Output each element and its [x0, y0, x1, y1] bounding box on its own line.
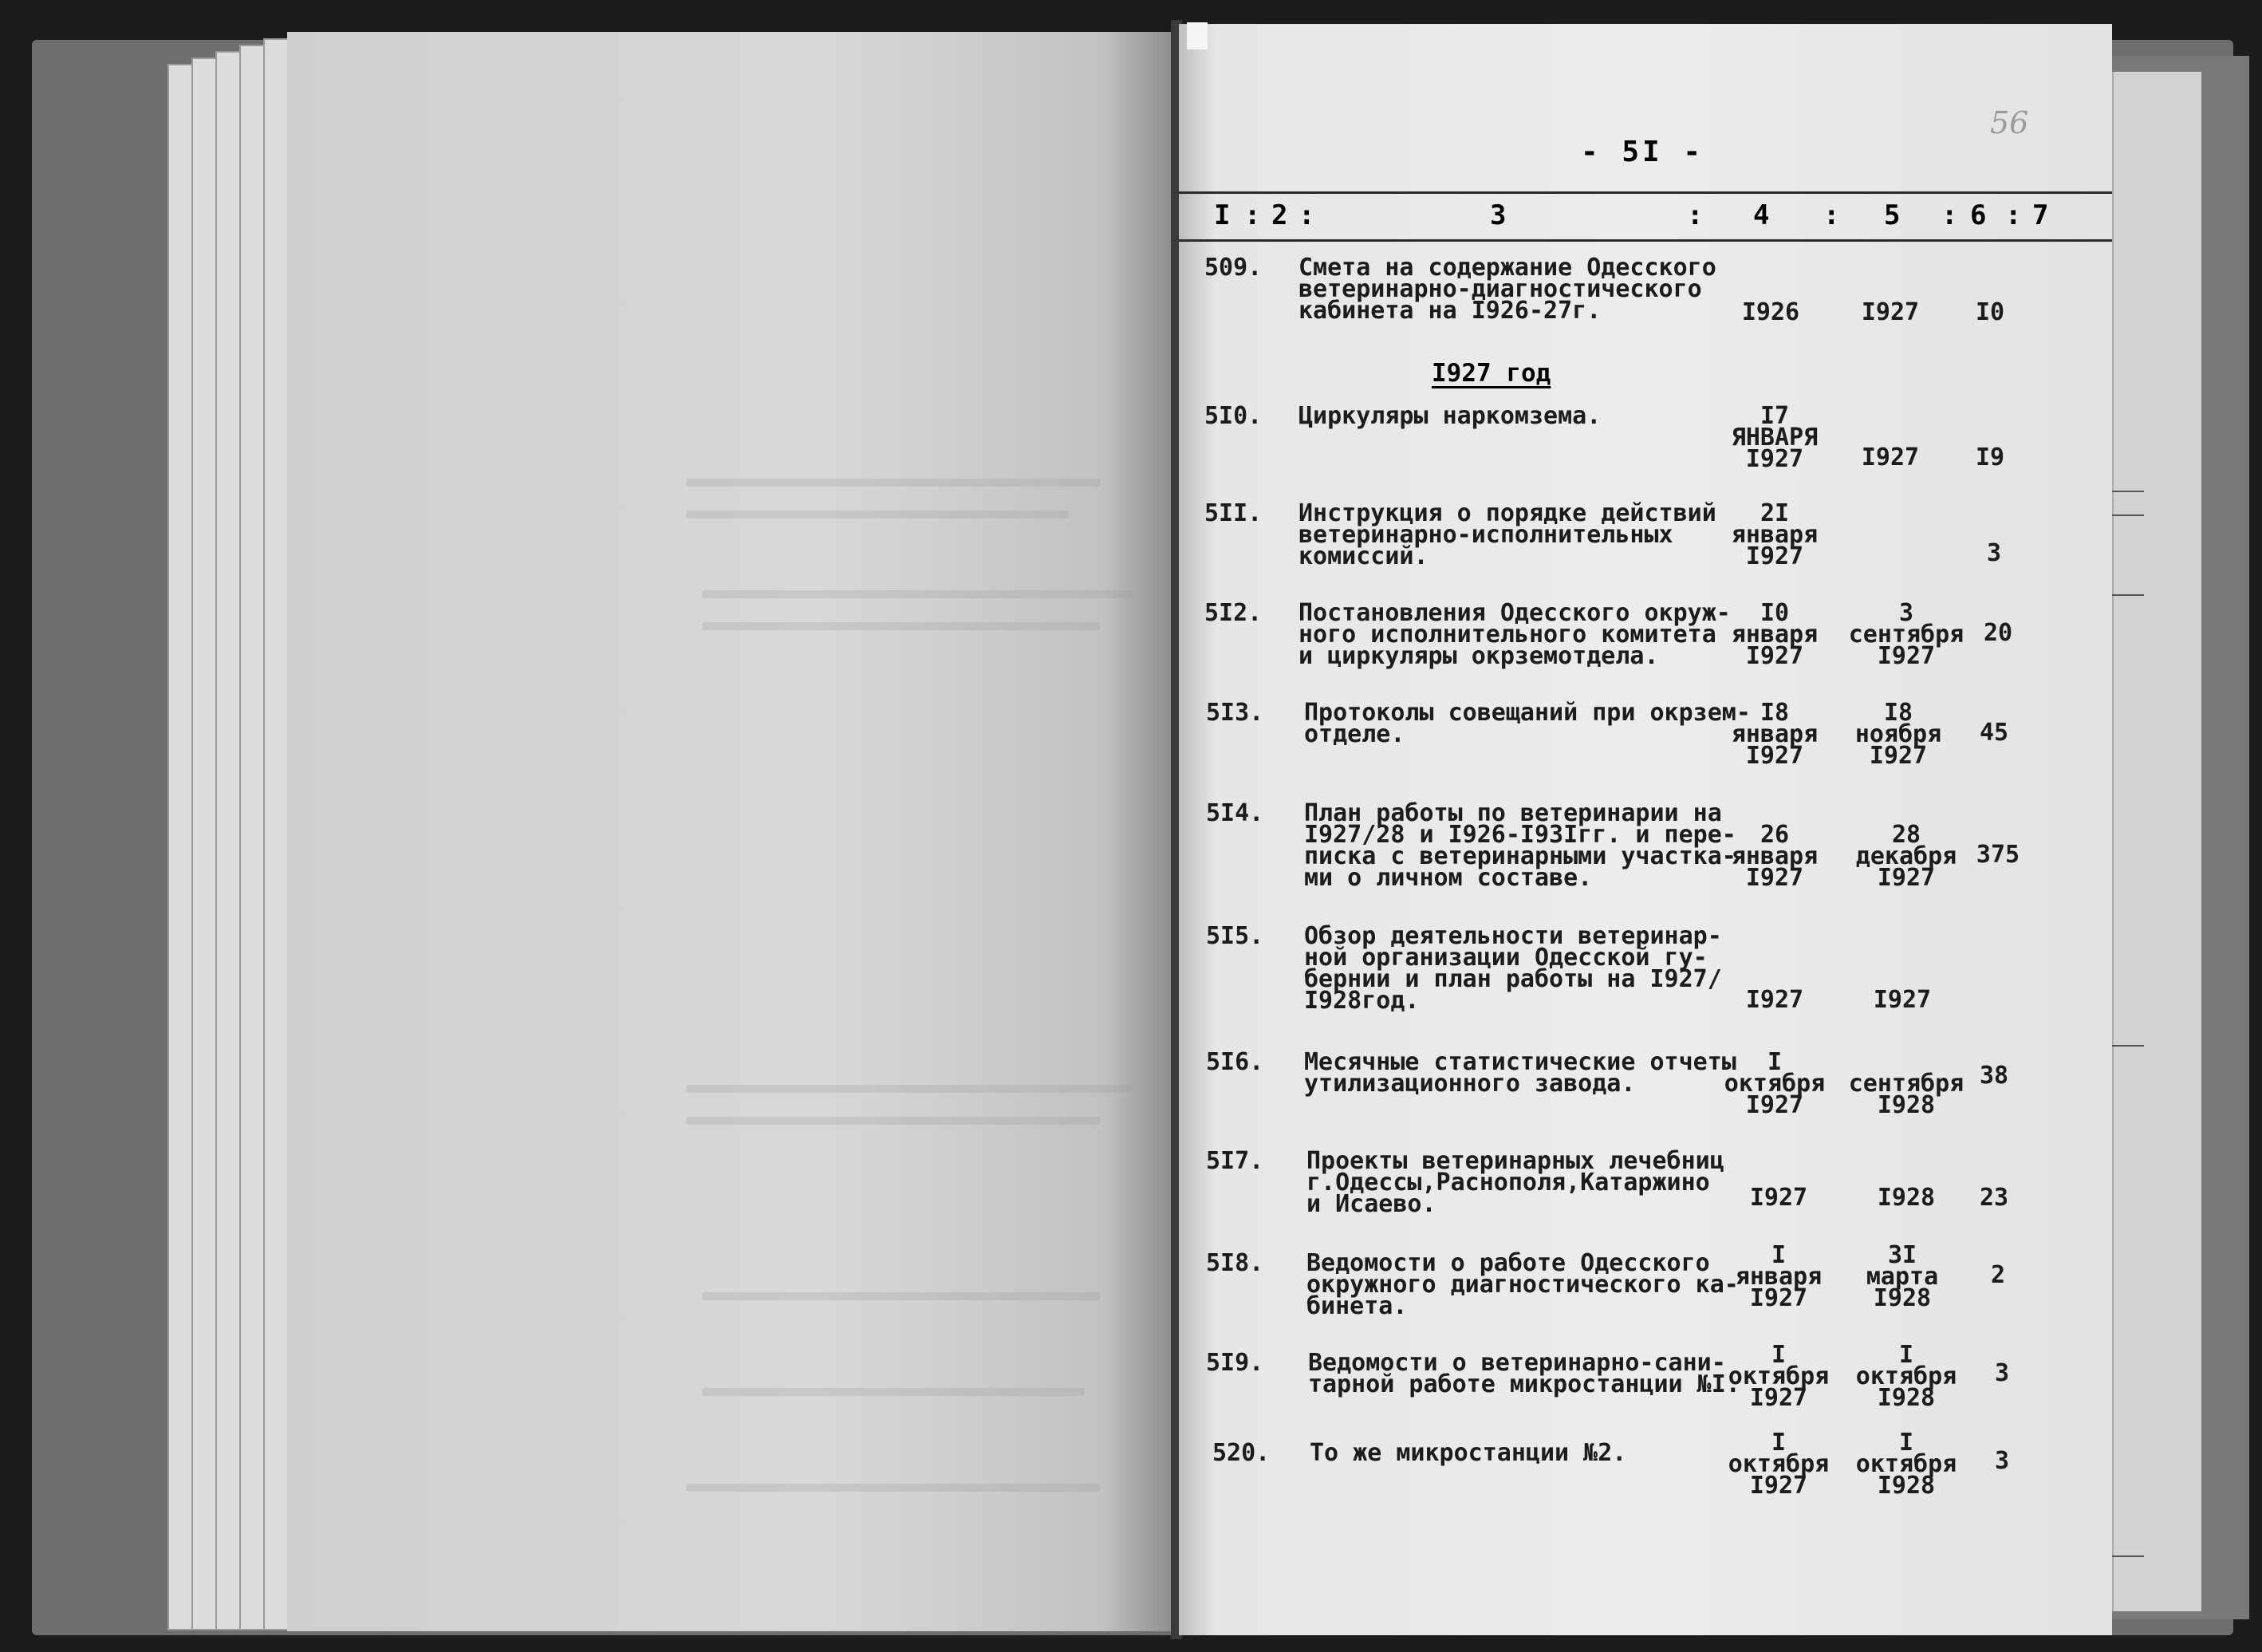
entry-title: Ведомости о работе Одесского окружного диагностического ка- бинета. [1306, 1249, 1739, 1320]
entry-number: 520. [1212, 1439, 1271, 1467]
column-header: 4 [1753, 199, 1770, 231]
column-separator: : [1823, 199, 1840, 231]
left-page [287, 32, 1172, 1631]
entry-start-date: I января I927 [1735, 1241, 1823, 1312]
entry-start-date: I октября I927 [1728, 1341, 1830, 1412]
page-number: - 5I - [1581, 136, 1704, 168]
entry-start-date: I927 [1749, 1184, 1808, 1212]
column-header: I [1214, 199, 1231, 231]
entry-sheet-count: 3 [1994, 1447, 2010, 1475]
entry-end-date: 3 сентября I927 [1848, 599, 1964, 670]
entry-number: 5I4. [1206, 799, 1264, 827]
entry-end-date: 28 декабря I927 [1855, 821, 1957, 892]
entry-sheet-count: 2 [1990, 1261, 2006, 1289]
entry-end-date: 3I марта I928 [1866, 1241, 1939, 1312]
entry-number: 5I5. [1206, 922, 1264, 950]
entry-sheet-count: 45 [1979, 719, 2009, 747]
column-header: 7 [2032, 199, 2049, 231]
entry-title: Месячные статистические отчеты утилизационного завода. [1304, 1048, 1736, 1098]
edge-tab [2112, 594, 2144, 596]
column-separator: : [1941, 199, 1958, 231]
entry-title: Циркуляры наркомзема. [1298, 402, 1602, 430]
right-page-edge [2112, 72, 2201, 1611]
entry-number: 509. [1204, 254, 1263, 282]
entry-title: План работы по ветеринарии на I927/28 и I926-I93Iгг. и пере- писка с ветеринарными участка- ми о личном составе. [1304, 799, 1736, 892]
edge-tab [2112, 491, 2144, 492]
entry-end-date: I927 [1873, 986, 1932, 1014]
entry-end-date: I октября I928 [1855, 1341, 1957, 1412]
entry-end-date: сентября I928 [1848, 1070, 1964, 1119]
entry-start-date: I октября I927 [1728, 1429, 1830, 1500]
handwritten-folio: 56 [1990, 105, 2029, 140]
entry-sheet-count: I9 [1975, 444, 2005, 471]
entry-start-date: I7 ЯНВАРЯ I927 [1731, 402, 1819, 473]
edge-tab [2112, 1045, 2144, 1047]
entry-number: 5I7. [1206, 1147, 1264, 1175]
entry-start-date: I927 [1745, 986, 1804, 1014]
header-rule-bottom [1179, 239, 2112, 242]
entry-title: Смета на содержание Одесского ветеринарно-диагностического кабинета на I926-27г. [1298, 254, 1716, 325]
entry-end-date: I октября I928 [1855, 1429, 1957, 1500]
column-header: 6 [1970, 199, 1987, 231]
entry-end-date: I927 [1861, 444, 1920, 471]
entry-start-date: I октября I927 [1724, 1048, 1826, 1119]
column-separator: : [1244, 199, 1261, 231]
entry-end-date: I928 [1877, 1184, 1936, 1212]
entry-title: Обзор деятельности ветеринар- ной организации Одесской гу- бернии и план работы на I927/ I928год. [1304, 922, 1722, 1015]
entry-number: 5II. [1204, 499, 1263, 527]
edge-tab [2112, 515, 2144, 516]
column-header: 2 [1271, 199, 1288, 231]
column-separator: : [1687, 199, 1704, 231]
entry-number: 5I6. [1206, 1048, 1264, 1076]
entry-start-date: 26 января I927 [1731, 821, 1819, 892]
entry-sheet-count: 3 [1986, 539, 2002, 567]
entry-number: 5I3. [1206, 699, 1264, 727]
entry-title: Протоколы совещаний при окрзем- отделе. [1304, 699, 1751, 748]
entry-start-date: I0 января I927 [1731, 599, 1819, 670]
entry-title: То же микростанции №2. [1310, 1439, 1627, 1467]
year-heading: I927 год [1432, 359, 1551, 388]
entry-number: 5I0. [1204, 402, 1263, 430]
edge-tab [2112, 1555, 2144, 1557]
entry-start-date: I8 января I927 [1731, 699, 1819, 770]
entry-number: 5I9. [1206, 1349, 1264, 1377]
entry-sheet-count: 3 [1994, 1359, 2010, 1387]
entry-end-date: I8 ноября I927 [1854, 699, 1942, 770]
entry-number: 5I8. [1206, 1249, 1264, 1277]
entry-sheet-count: 20 [1983, 619, 2013, 647]
entry-start-date: 2I января I927 [1731, 499, 1819, 570]
entry-number: 5I2. [1204, 599, 1263, 627]
entry-title: Проекты ветеринарных лечебниц г.Одессы,Раснополя,Катаржино и Исаево. [1306, 1147, 1724, 1218]
entry-sheet-count: I0 [1975, 298, 2005, 326]
entry-sheet-count: 38 [1979, 1062, 2009, 1090]
column-separator: : [1298, 199, 1315, 231]
entry-sheet-count: 23 [1979, 1184, 2009, 1212]
bookmark-strip [1187, 22, 1208, 49]
entry-sheet-count: 375 [1976, 841, 2020, 869]
column-header: 3 [1490, 199, 1507, 231]
header-rule-top [1179, 191, 2112, 194]
column-separator: : [2005, 199, 2022, 231]
entry-title: Ведомости о ветеринарно-сани- тарной работе микростанции №I. [1308, 1349, 1740, 1398]
column-header: 5 [1884, 199, 1901, 231]
entry-title: Постановления Одесского окруж- ного исполнительного комитета и циркуляры окрземотдела. [1298, 599, 1731, 670]
entry-end-date: I927 [1861, 298, 1920, 326]
entry-title: Инструкция о порядке действий ветеринарно-исполнительных комиссий. [1298, 499, 1716, 570]
entry-start-date: I926 [1741, 298, 1800, 326]
